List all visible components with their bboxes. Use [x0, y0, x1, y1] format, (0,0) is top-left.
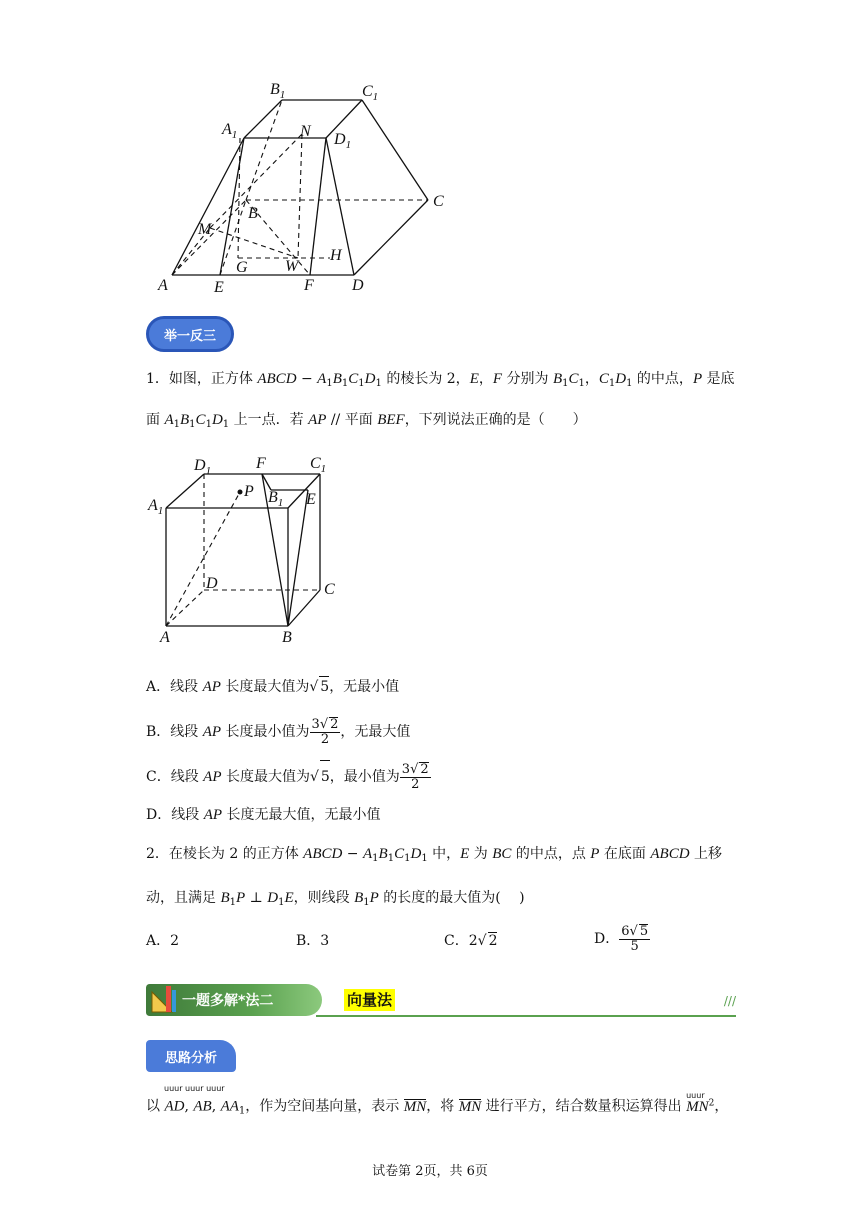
q2-option-a: A．2	[146, 933, 180, 949]
q2-line-2-run: D	[267, 890, 279, 906]
q2-line-2-run: 动，且满足	[146, 890, 221, 906]
q1-line-1-run: B	[552, 371, 563, 387]
q2-line-2-run: 的长度的最大值为( )	[378, 890, 525, 906]
q1-line-1-run: 1	[578, 378, 585, 389]
q1-line-1-run: 的中点，	[632, 371, 693, 387]
label-B1: $B_1$	[270, 81, 286, 101]
q1-line-1-run: D	[615, 371, 627, 387]
q1-option-b: B．线段 AP 长度最小值为 $\frac{3√ 2}{2}$ ，无最大值	[146, 717, 411, 747]
q1-line-1-run: 的棱长为 2，	[381, 371, 470, 387]
q1-line-1-run: 1	[358, 378, 365, 389]
q2-line-1-run: E	[460, 846, 470, 862]
figure-prism	[150, 78, 460, 296]
label-P: P	[244, 483, 254, 500]
q1-line-1-run: 1．如图，正方体	[146, 371, 258, 387]
label-B1: $B_1$	[268, 489, 284, 509]
analysis-tab: 思路分析	[146, 1040, 236, 1072]
q2-line-1-run: 1	[421, 853, 428, 864]
q2-line-2-run: B	[220, 890, 230, 906]
label-H: H	[330, 247, 342, 264]
q2-line-1-run: C	[394, 846, 405, 862]
q1-line-2-run: 1	[205, 419, 212, 430]
figure-cube	[146, 450, 346, 646]
q1-line-1-run: C	[568, 371, 579, 387]
q1-line-2-run: 1	[189, 419, 196, 430]
q2-line-1-run: 为	[469, 846, 493, 862]
label-B: B	[282, 629, 292, 646]
label-A: A	[160, 629, 170, 646]
q2-line-1-run: 上移	[689, 846, 722, 862]
q1-line-1-run: 分别为	[502, 371, 553, 387]
label-D: D	[206, 575, 218, 592]
q2-line-1	[146, 844, 722, 869]
q1-line-1-run: ，	[584, 371, 599, 387]
banner-mark: ///	[723, 994, 736, 1008]
q2-line-1-run: D	[410, 846, 422, 862]
vector-marks: uuur uuur uuur	[164, 1084, 225, 1093]
banner-label-block: 一题多解*法二	[146, 984, 322, 1016]
q1-line-2-run: BEF	[377, 412, 405, 428]
q2-line-2-run: 1	[278, 897, 285, 908]
q2-line-1-run: 在底面	[599, 846, 651, 862]
label-D: D	[352, 277, 364, 294]
q1-line-1-run: 1	[326, 378, 333, 389]
q2-line-2-run: ，则线段	[293, 890, 355, 906]
q2-line-1-run: 2．在棱长为 2 的正方体	[146, 846, 304, 862]
q1-line-1-run: E	[469, 371, 479, 387]
label-F: F	[256, 455, 266, 472]
q2-line-1-run: ABCD	[303, 846, 343, 862]
q2-line-1-run: 1	[404, 853, 411, 864]
q1-line-2-run: C	[195, 412, 206, 428]
label-D1: $D_1$	[334, 131, 352, 151]
q2-line-2	[146, 888, 525, 913]
q1-line-1	[146, 369, 735, 394]
q1-option-a: A．线段 AP 长度最大值为√ 5，无最小值	[146, 676, 399, 697]
page-footer: 试卷第 2页，共 6页	[372, 1164, 488, 1179]
q1-line-1-run: P	[692, 371, 703, 387]
q2-line-2-run: 1	[363, 897, 370, 908]
q2-line-2-run: E	[284, 890, 294, 906]
label-A1: $A_1$	[148, 497, 164, 517]
q1-line-1-run: B	[332, 371, 342, 387]
section-badge: 举一反三	[146, 316, 234, 352]
label-G: G	[236, 259, 248, 276]
q2-option-c: C．2√ 2	[444, 933, 498, 949]
q1-line-1-run: C	[348, 371, 359, 387]
q1-line-2-run: B	[180, 412, 190, 428]
q2-line-2-run: B	[354, 890, 364, 906]
q1-option-d: D．线段 AP 长度无最大值，无最小值	[146, 807, 381, 823]
q1-line-1-run: C	[598, 371, 609, 387]
label-E: E	[306, 491, 316, 508]
q2-line-2-run: 1	[229, 897, 236, 908]
label-M: M	[198, 221, 212, 238]
label-W: W	[285, 258, 299, 275]
q1-line-1-run: A	[317, 371, 327, 387]
analysis-line: uuur uuur uuur 以 AD, AB, $AA_1$，作为空间基向量，表示 MN，将 MN 进行平方，结合数量积运算得出 uuur $MN^2$，	[146, 1092, 728, 1123]
q2-line-1-run: ABCD	[650, 846, 690, 862]
q2-line-2-run: P	[236, 890, 246, 906]
q1-line-2-run: 面	[146, 412, 165, 428]
ruler-pencil-icon	[148, 984, 178, 1016]
q1-line-2-run: D	[211, 412, 223, 428]
q1-line-1-run: 1	[608, 378, 616, 389]
q2-line-1-run: BC	[492, 846, 512, 862]
q2-option-d: D． $\frac{6√ 5}{5}$	[594, 924, 649, 954]
q2-line-1-run: P	[590, 846, 600, 862]
q1-line-2	[146, 410, 587, 435]
q2-line-1-run: B	[378, 846, 388, 862]
q1-line-1-run: 1	[626, 378, 633, 389]
q1-line-2-run: 1	[173, 419, 180, 430]
label-F: F	[304, 277, 314, 294]
q2-line-1-run: 的中点，点	[511, 846, 591, 862]
q2-line-2-run: P	[369, 890, 379, 906]
label-N: N	[300, 123, 311, 140]
method-banner	[146, 980, 736, 1020]
q1-line-1-run: ，	[478, 371, 493, 387]
q2-line-1-run: 中，	[427, 846, 461, 862]
q2-line-1-run: −	[342, 846, 363, 862]
q1-line-1-run: ABCD	[257, 371, 297, 387]
q2-line-1-run: 1	[387, 853, 395, 864]
banner-highlight: 向量法	[344, 989, 395, 1011]
label-E: E	[214, 279, 224, 296]
label-A: A	[158, 277, 168, 294]
q1-line-2-run: ，下列说法正确的是（ ）	[404, 412, 587, 428]
q2-line-1-run: A	[362, 846, 373, 862]
q1-line-2-run: AP	[308, 412, 327, 428]
banner-rule	[316, 1015, 736, 1017]
q1-line-2-run: 1	[222, 419, 230, 430]
q2-line-2-run: ⊥	[245, 890, 268, 906]
q1-line-1-run: D	[364, 371, 376, 387]
label-A1: $A_1$	[222, 121, 238, 141]
q1-line-1-run: F	[492, 371, 503, 387]
label-D1: $D_1$	[194, 457, 212, 477]
label-B: B	[248, 205, 258, 222]
q1-option-c: C．线段 AP 长度最大值为√ 5，最小值为 $\frac{3√ 2}{2}$	[146, 762, 429, 792]
q1-line-2-run: 上一点．若	[229, 412, 309, 428]
label-C: C	[324, 581, 335, 598]
q1-line-1-run: 1	[562, 378, 569, 389]
q1-line-1-run: 1	[375, 378, 382, 389]
q1-line-1-run: −	[296, 371, 318, 387]
q1-line-1-run: 1	[341, 378, 349, 389]
q1-line-2-run: A	[164, 412, 174, 428]
q1-line-1-run: 是底	[702, 371, 735, 387]
q1-line-2-run: // 平面	[326, 412, 378, 428]
label-C1: $C_1$	[310, 455, 327, 475]
q2-line-1-run: 1	[372, 853, 379, 864]
point-P	[238, 490, 243, 495]
label-C1: $C_1$	[362, 83, 379, 103]
label-C: C	[433, 193, 444, 210]
q2-option-b: B．3	[296, 933, 330, 949]
